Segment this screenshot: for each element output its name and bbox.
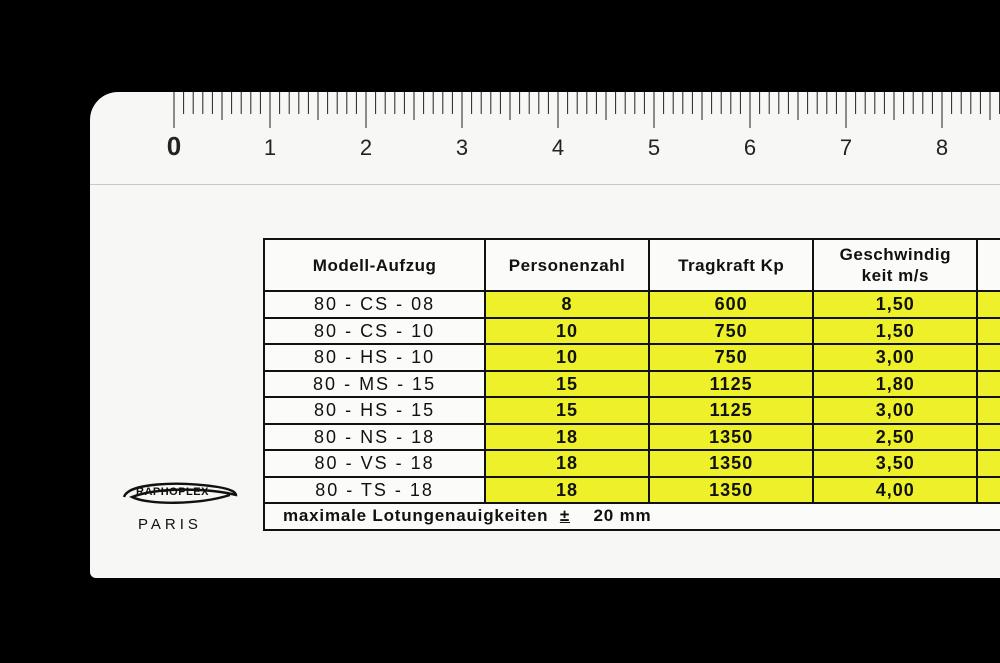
cell-cut-off [977,318,1000,345]
cell-persons: 10 [485,318,649,345]
table-row [264,344,1000,371]
header-speed-line1: Geschwindig [839,245,951,264]
ruler-number: 7 [839,135,853,160]
raphoplex-logo [118,479,248,539]
cell-speed: 3,00 [813,397,977,424]
cell-model: 80 - HS - 10 [264,344,485,371]
ruler-number: 3 [455,135,469,160]
ruler-number: 8 [935,135,949,160]
ruler-number: 5 [647,135,661,160]
cell-load: 1350 [649,477,814,504]
cell-persons: 18 [485,450,649,477]
cell-speed: 1,50 [813,291,977,318]
tolerance-text: maximale Lotungenauigkeiten [283,506,549,526]
cell-speed: 1,50 [813,318,977,345]
logo-swoosh-graphic [118,479,248,519]
table-row [264,291,1000,318]
logo-city-text: PARIS [138,516,202,533]
cell-persons: 15 [485,371,649,398]
ruler-number: 6 [743,135,757,160]
table-row [264,397,1000,424]
table-row [264,371,1000,398]
ruler [90,92,1000,578]
table-header-row [264,239,1000,291]
ruler-number: 1 [263,135,277,160]
cell-load: 1125 [649,371,814,398]
cell-load: 600 [649,291,814,318]
cell-cut-off [977,424,1000,451]
header-speed [813,239,977,291]
header-cut-off [977,239,1000,291]
cell-load: 750 [649,318,814,345]
header-persons: Personenzahl [485,239,649,291]
cell-cut-off [977,371,1000,398]
header-model: Modell-Aufzug [264,239,485,291]
cell-cut-off [977,397,1000,424]
cell-speed: 3,00 [813,344,977,371]
cell-persons: 18 [485,424,649,451]
table-body [264,291,1000,503]
cell-persons: 15 [485,397,649,424]
plus-minus-symbol: ± [559,506,570,526]
cell-cut-off [977,291,1000,318]
cell-load: 1125 [649,397,814,424]
cell-model: 80 - MS - 15 [264,371,485,398]
ruler-scale-graphic [90,92,1000,184]
table-row [264,450,1000,477]
cell-load: 1350 [649,450,814,477]
logo-brand-text: RAPHOPLEX [136,486,209,498]
ruler-number: 4 [551,135,565,160]
tolerance-note [264,503,1000,530]
header-speed-line2: keit m/s [861,266,929,285]
cell-speed: 1,80 [813,371,977,398]
cell-load: 750 [649,344,814,371]
cell-model: 80 - TS - 18 [264,477,485,504]
cell-persons: 10 [485,344,649,371]
table-note-row [264,503,1000,530]
cell-persons: 18 [485,477,649,504]
cell-model: 80 - VS - 18 [264,450,485,477]
cell-model: 80 - NS - 18 [264,424,485,451]
ruler-number: 2 [359,135,373,160]
elevator-spec-table [263,238,1000,531]
cell-speed: 4,00 [813,477,977,504]
cell-cut-off [977,344,1000,371]
cell-cut-off [977,450,1000,477]
ruler-scale [90,92,1000,185]
tolerance-value: 20 mm [593,506,652,526]
cell-model: 80 - CS - 08 [264,291,485,318]
cell-speed: 3,50 [813,450,977,477]
header-load: Tragkraft Kp [649,239,814,291]
table-row [264,424,1000,451]
table-row [264,477,1000,504]
cell-cut-off [977,477,1000,504]
cell-model: 80 - HS - 15 [264,397,485,424]
cell-persons: 8 [485,291,649,318]
cell-load: 1350 [649,424,814,451]
cell-model: 80 - CS - 10 [264,318,485,345]
ruler-number: 0 [166,131,182,161]
cell-speed: 2,50 [813,424,977,451]
table-row [264,318,1000,345]
